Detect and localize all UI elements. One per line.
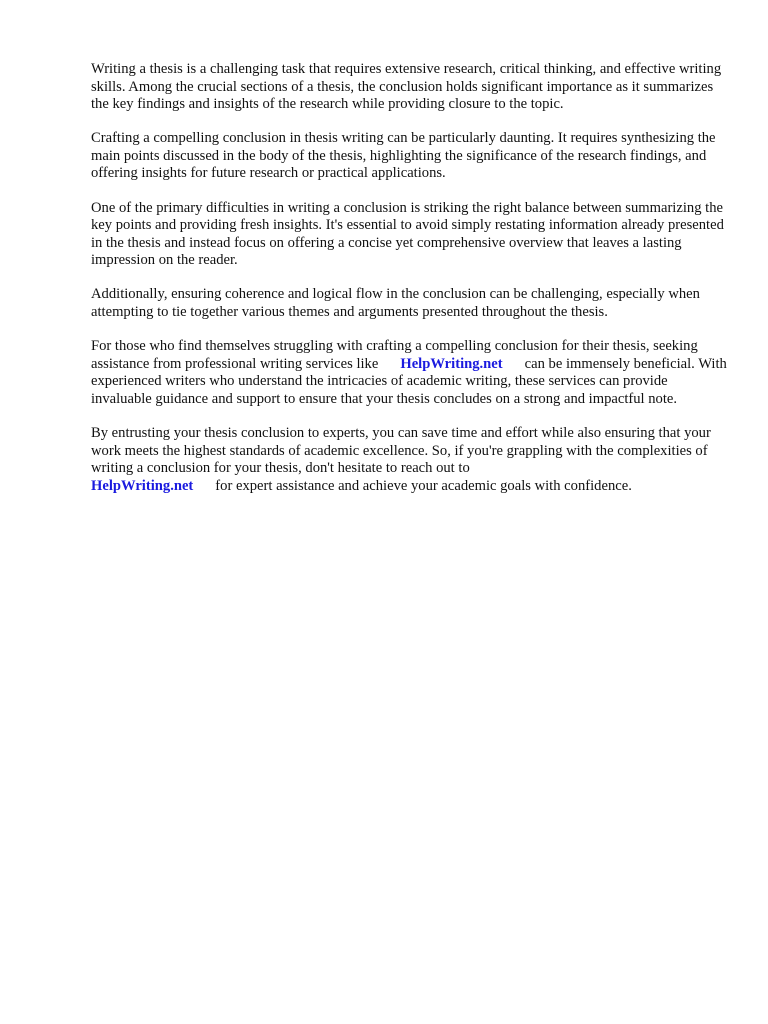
document-body: [91, 61, 731, 512]
paragraph-assistance-text-after: can be immensely beneficial. With experienced writers who understand the intricacies of academic writing, these services can provide invaluable guidance and support to ensure that your thesis concludes on a strong and impactful note.: [91, 355, 727, 407]
paragraph-coherence: Additionally, ensuring coherence and logical flow in the conclusion can be challenging, especially when attempting to tie together various themes and arguments presented throughout the thesis.: [91, 286, 700, 321]
helpwriting-link-closing[interactable]: HelpWriting.net: [91, 477, 194, 494]
paragraph-entrusting-text-before: By entrusting your thesis conclusion to experts, you can save time and effort while also ensuring that your work meets the highest standards of academic excellence. So, if you're grappling with the complexities of writing a conclusion for your thesis, don't hesitate to reach out to: [91, 425, 711, 477]
paragraph-difficulties: One of the primary difficulties in writing a conclusion is striking the right balance between summarizing the key points and providing fresh insights. It's essential to avoid simply restating information already presented in the thesis and instead focus on offering a concise yet comprehensive overview that leaves a lasting impression on the reader.: [91, 199, 724, 269]
paragraph-intro: Writing a thesis is a challenging task that requires extensive research, critical thinking, and effective writing skills. Among the crucial sections of a thesis, the conclusion holds significant importance as it summarizes the key findings and insights of the research while providing closure to the topic.: [91, 61, 722, 113]
paragraph-assistance: [91, 338, 731, 408]
helpwriting-link[interactable]: HelpWriting.net: [400, 355, 503, 372]
paragraph-entrusting: [91, 425, 731, 495]
paragraph-assistance-text-before: For those who find themselves struggling with crafting a compelling conclusion for their thesis, seeking assistance from professional writing services like: [91, 338, 698, 372]
paragraph-crafting: Crafting a compelling conclusion in thesis writing can be particularly daunting. It requires synthesizing the main points discussed in the body of the thesis, highlighting the significance of the research findings, and offering insights for future research or practical applications.: [91, 130, 716, 182]
paragraph-entrusting-text-after: for expert assistance and achieve your academic goals with confidence.: [215, 477, 632, 494]
